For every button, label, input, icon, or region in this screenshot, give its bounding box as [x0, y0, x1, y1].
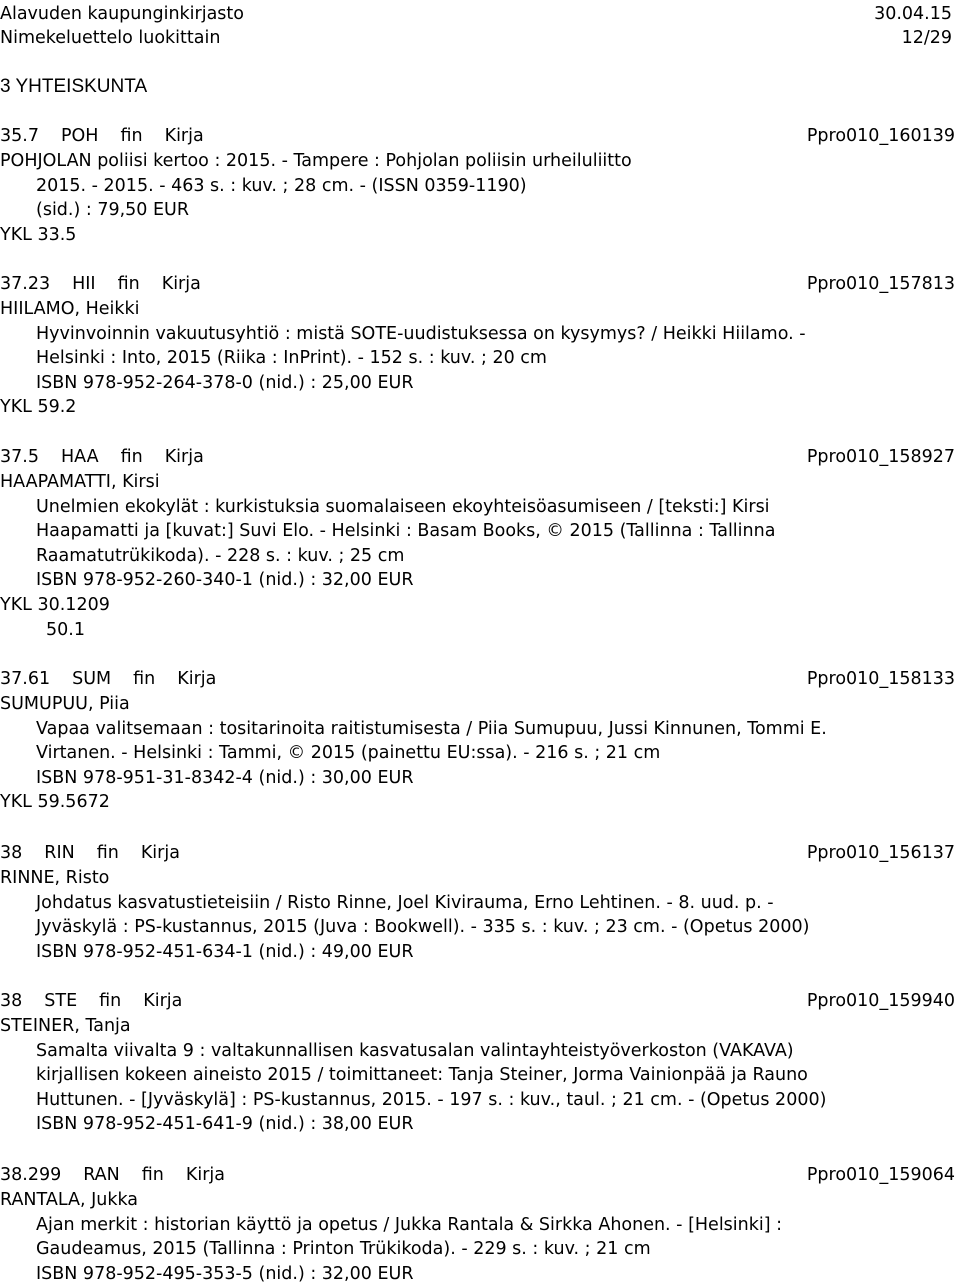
entry-detail-line: Gaudeamus, 2015 (Tallinna : Printon Trükikoda). - 229 s. : kuv. ; 21 cm [36, 1239, 651, 1260]
entry-class-row [0, 991, 955, 1016]
shelf-code: HAA [60, 447, 99, 467]
listing-title: Nimekeluettelo luokittain [0, 28, 221, 48]
library-name: Alavuden kaupunginkirjasto [0, 4, 244, 24]
record-code: Ppro010_160139 [806, 126, 955, 146]
language-code: fin [141, 1165, 164, 1185]
record-code: Ppro010_159940 [806, 991, 955, 1011]
entry-heading: HIILAMO, Heikki [0, 299, 140, 319]
language-code: fin [99, 991, 122, 1011]
entry-detail-line: kirjallisen kokeen aineisto 2015 / toimittaneet: Tanja Steiner, Jorma Vainionpää ja Rauno [36, 1065, 808, 1086]
language-code: fin [133, 669, 156, 689]
record-code: Ppro010_158927 [806, 447, 955, 467]
material-type: Kirja [140, 843, 180, 863]
ykl-class: YKL 33.5 [0, 224, 77, 245]
class-number: 37.23 [0, 274, 51, 294]
catalog-entry [0, 991, 960, 1139]
entry-detail-line: ISBN 978-951-31-8342-4 (nid.) : 30,00 EUR [36, 767, 414, 788]
catalog-entry [0, 274, 960, 422]
catalog-entry [0, 669, 960, 817]
shelf-code: SUM [72, 669, 112, 689]
entry-class-row [0, 447, 955, 472]
record-code: Ppro010_156137 [806, 843, 955, 863]
class-number: 38.299 [0, 1165, 62, 1185]
material-type: Kirja [161, 274, 201, 294]
catalog-entry [0, 126, 960, 249]
page-header-row-1 [0, 4, 952, 26]
language-code: fin [120, 447, 143, 467]
entry-heading: RINNE, Risto [0, 868, 110, 888]
entry-class-row [0, 843, 955, 868]
material-type: Kirja [164, 126, 204, 146]
entry-classification [0, 1165, 247, 1185]
entry-detail-line: (sid.) : 79,50 EUR [36, 200, 190, 221]
entry-class-row [0, 126, 955, 151]
entry-detail-line: ISBN 978-952-451-641-9 (nid.) : 38,00 EUR [36, 1114, 414, 1135]
shelf-code: STE [44, 991, 78, 1011]
class-number: 38 [0, 843, 23, 863]
entry-detail-line: Johdatus kasvatustieteisiin / Risto Rinne, Joel Kivirauma, Erno Lehtinen. - 8. uud. p. - [36, 892, 774, 913]
class-number: 35.7 [0, 126, 39, 146]
ykl-class: YKL 59.2 [0, 397, 77, 418]
shelf-code: POH [60, 126, 99, 146]
material-type: Kirja [164, 447, 204, 467]
catalog-entry [0, 1165, 960, 1288]
section-title: 3 YHTEISKUNTA [0, 76, 148, 97]
entry-classification [0, 991, 204, 1011]
entry-heading: SUMUPUU, Piia [0, 694, 130, 714]
record-code: Ppro010_158133 [806, 669, 955, 689]
ykl-class: YKL 30.1209 [0, 594, 110, 615]
shelf-code: HII [72, 274, 96, 294]
language-code: fin [117, 274, 140, 294]
entry-heading: HAAPAMATTI, Kirsi [0, 472, 160, 492]
entry-heading: RANTALA, Jukka [0, 1190, 139, 1210]
entry-classification [0, 447, 226, 467]
entry-detail-line: Hyvinvoinnin vakuutusyhtiö : mistä SOTE-uudistuksessa on kysymys? / Heikki Hiilamo. - [36, 323, 806, 344]
entry-detail-line: Samalta viivalta 9 : valtakunnallisen kasvatusalan valintayhteistyöverkoston (VAKAVA) [36, 1040, 794, 1061]
print-date: 30.04.15 [874, 4, 952, 24]
page-number: 12/29 [901, 28, 952, 48]
catalog-entry [0, 843, 960, 966]
entry-classification [0, 843, 202, 863]
entry-detail-line: ISBN 978-952-451-634-1 (nid.) : 49,00 EUR [36, 941, 414, 962]
record-code: Ppro010_157813 [806, 274, 955, 294]
entry-detail-line: Unelmien ekokylät : kurkistuksia suomalaiseen ekoyhteisöasumiseen / [teksti:] Kirsi [36, 496, 770, 517]
entry-class-row [0, 1165, 955, 1190]
class-number: 38 [0, 991, 23, 1011]
entry-detail-line: Haapamatti ja [kuvat:] Suvi Elo. - Helsinki : Basam Books, © 2015 (Tallinna : Tallinna [36, 521, 776, 542]
entry-detail-line: Jyväskylä : PS-kustannus, 2015 (Juva : Bookwell). - 335 s. : kuv. ; 23 cm. - (Opetus 2000) [36, 917, 810, 938]
entry-detail-line: ISBN 978-952-260-340-1 (nid.) : 32,00 EUR [36, 570, 414, 591]
entry-classification [0, 126, 226, 146]
entry-detail-line: Virtanen. - Helsinki : Tammi, © 2015 (painettu EU:ssa). - 216 s. ; 21 cm [36, 743, 661, 764]
shelf-code: RAN [83, 1165, 120, 1185]
material-type: Kirja [185, 1165, 225, 1185]
ykl-class: 50.1 [46, 619, 85, 640]
entry-detail-line: Ajan merkit : historian käyttö ja opetus / Jukka Rantala & Sirkka Ahonen. - [Helsinki] : [36, 1214, 783, 1235]
material-type: Kirja [143, 991, 183, 1011]
entry-classification [0, 274, 223, 294]
entry-detail-line: ISBN 978-952-264-378-0 (nid.) : 25,00 EUR [36, 372, 414, 393]
ykl-class: YKL 59.5672 [0, 792, 110, 813]
entry-detail-line: Vapaa valitsemaan : tositarinoita raitistumisesta / Piia Sumupuu, Jussi Kinnunen, Tommi E. [36, 718, 827, 739]
class-number: 37.5 [0, 447, 39, 467]
entry-class-row [0, 669, 955, 694]
entry-detail-line: ISBN 978-952-495-353-5 (nid.) : 32,00 EUR [36, 1263, 414, 1284]
page-header-row-2 [0, 28, 952, 50]
entry-detail-line: Helsinki : Into, 2015 (Riika : InPrint). - 152 s. : kuv. ; 20 cm [36, 348, 547, 369]
catalog-entry [0, 447, 960, 644]
record-code: Ppro010_159064 [806, 1165, 955, 1185]
shelf-code: RIN [44, 843, 75, 863]
entry-detail-line: Huttunen. - [Jyväskylä] : PS-kustannus, 2015. - 197 s. : kuv., taul. ; 21 cm. - (Opetus 2000) [36, 1089, 827, 1110]
material-type: Kirja [177, 669, 217, 689]
language-code: fin [120, 126, 143, 146]
entry-classification [0, 669, 238, 689]
language-code: fin [96, 843, 119, 863]
entry-detail-line: 2015. - 2015. - 463 s. : kuv. ; 28 cm. - (ISSN 0359-1190) [36, 175, 527, 196]
class-number: 37.61 [0, 669, 51, 689]
entry-class-row [0, 274, 955, 299]
entry-heading: POHJOLAN poliisi kertoo : 2015. - Tampere : Pohjolan poliisin urheiluliitto [0, 151, 632, 171]
entry-heading: STEINER, Tanja [0, 1016, 131, 1036]
entry-detail-line: Raamatutrükikoda). - 228 s. : kuv. ; 25 cm [36, 545, 405, 566]
